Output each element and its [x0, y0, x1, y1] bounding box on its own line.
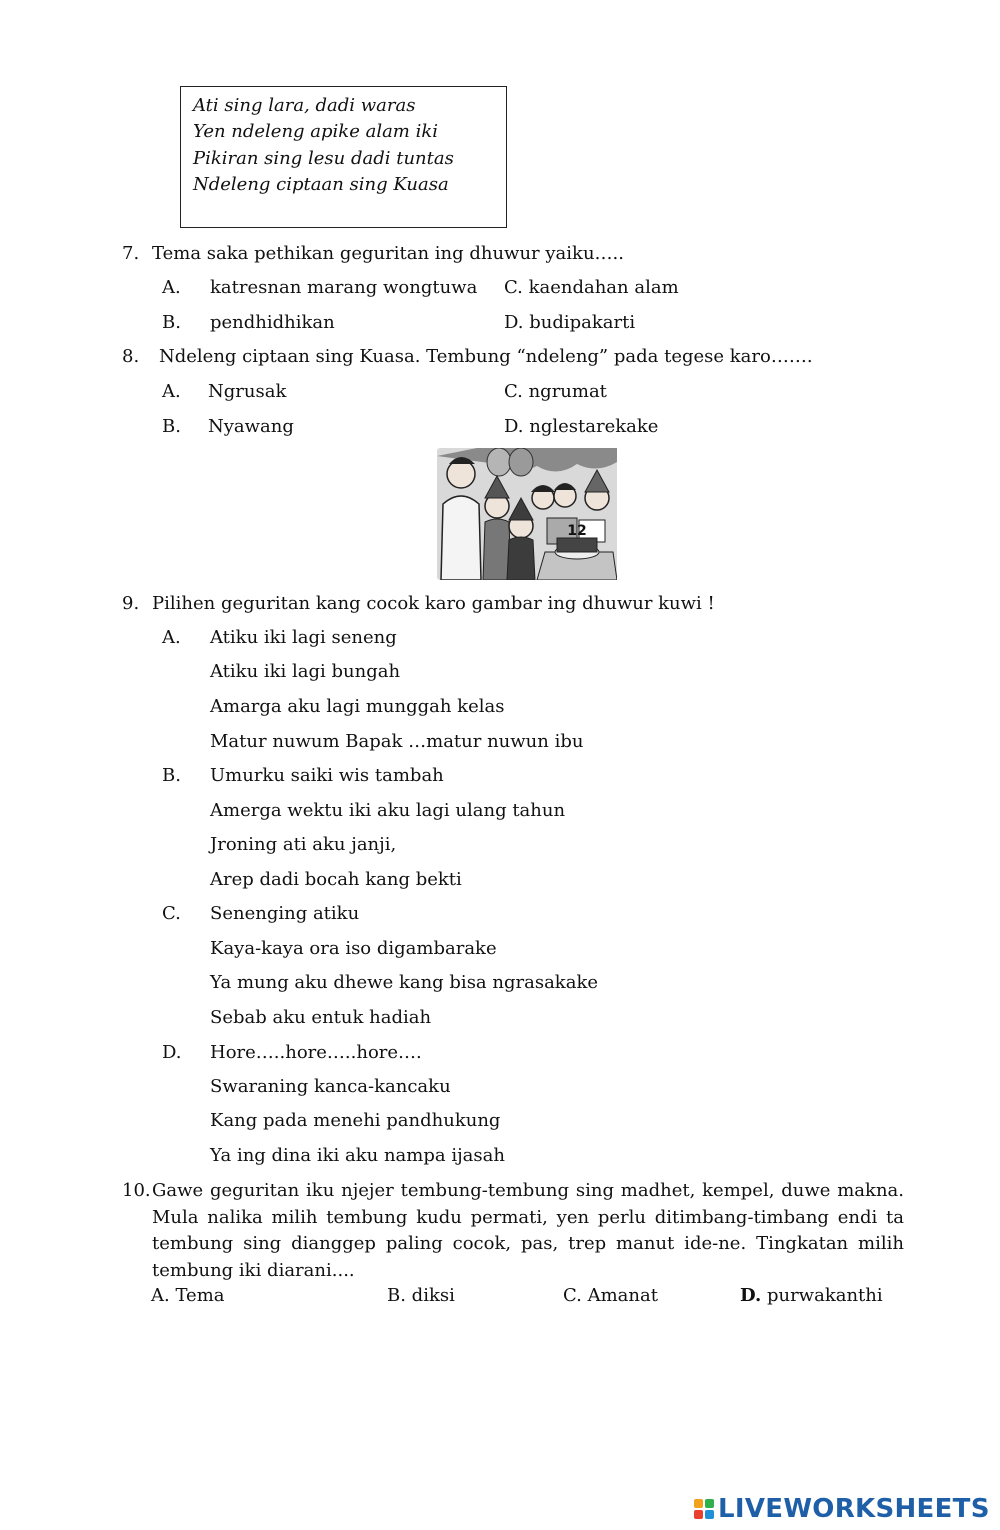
q9-option-c-letter[interactable]: C. — [162, 903, 181, 924]
q8-option-a-letter[interactable]: A. — [162, 381, 181, 402]
q8-option-b-text[interactable]: Nyawang — [208, 416, 294, 437]
q9-option-c-line[interactable]: Senenging atiku — [210, 903, 360, 924]
q9-option-c-line[interactable]: Kaya-kaya ora iso digambarake — [210, 938, 497, 959]
poem-box — [180, 86, 507, 228]
q9-option-a-line[interactable]: Amarga aku lagi munggah kelas — [210, 696, 505, 717]
q8-option-a-text[interactable]: Ngrusak — [208, 381, 287, 402]
q9-option-b-line[interactable]: Arep dadi bocah kang bekti — [210, 869, 462, 890]
poem-line: Pikiran sing lesu dadi tuntas — [193, 148, 454, 169]
question-8-text: Ndeleng ciptaan sing Kuasa. Tembung “ndeleng” pada tegese karo……. — [159, 346, 813, 367]
q10-option-b[interactable]: B. diksi — [387, 1285, 455, 1306]
q9-option-a-line[interactable]: Atiku iki lagi seneng — [210, 627, 397, 648]
question-7-text: Tema saka pethikan geguritan ing dhuwur yaiku….. — [152, 243, 624, 264]
birthday-party-illustration — [437, 448, 617, 580]
brand-name: LIVEWORKSHEETS — [718, 1494, 990, 1524]
q9-option-d-line[interactable]: Kang pada menehi pandhukung — [210, 1110, 501, 1131]
q10-option-d-letter[interactable]: D. — [740, 1285, 762, 1306]
q10-option-c[interactable]: C. Amanat — [563, 1285, 658, 1306]
q10-option-a[interactable]: A. Tema — [151, 1285, 225, 1306]
q8-option-d[interactable]: D. nglestarekake — [504, 416, 659, 437]
q10-option-d[interactable] — [740, 1284, 883, 1308]
q9-option-a-line[interactable]: Matur nuwum Bapak …matur nuwun ibu — [210, 731, 584, 752]
question-8-number: 8. — [122, 346, 140, 367]
q8-option-b-letter[interactable]: B. — [162, 416, 181, 437]
q9-option-b-line[interactable]: Umurku saiki wis tambah — [210, 765, 444, 786]
q9-option-d-line[interactable]: Ya ing dina iki aku nampa ijasah — [210, 1145, 505, 1166]
q8-option-c[interactable]: C. ngrumat — [504, 381, 607, 402]
q7-option-a-text[interactable]: katresnan marang wongtuwa — [210, 277, 478, 298]
q7-option-a-letter[interactable]: A. — [162, 277, 181, 298]
q9-option-b-letter[interactable]: B. — [162, 765, 181, 786]
birthday-number-label: 12 — [567, 523, 587, 539]
question-9-text: Pilihen geguritan kang cocok karo gambar ing dhuwur kuwi ! — [152, 593, 715, 614]
q7-option-b-letter[interactable]: B. — [162, 312, 181, 333]
q9-option-c-line[interactable]: Ya mung aku dhewe kang bisa ngrasakake — [210, 972, 599, 993]
q9-option-b-line[interactable]: Jroning ati aku janji, — [210, 834, 397, 855]
q9-option-a-letter[interactable]: A. — [162, 627, 181, 648]
q9-option-a-line[interactable]: Atiku iki lagi bungah — [210, 661, 401, 682]
q9-option-c-line[interactable]: Sebab aku entuk hadiah — [210, 1007, 432, 1028]
question-10-text: Gawe geguritan iku njejer tembung-tembung sing madhet, kempel, duwe makna. Mula nalika milih tembung kudu permati, yen perlu ditimbang-timbang endi ta tembung sing dianggep paling cocok, pas, trep manut ide-ne. Tingkatan milih tembung iki diarani.... — [152, 1180, 904, 1281]
q9-option-b-line[interactable]: Amerga wektu iki aku lagi ulang tahun — [210, 800, 566, 821]
q10-option-d-text[interactable]: purwakanthi — [761, 1285, 883, 1306]
poem-line: Yen ndeleng apike alam iki — [193, 121, 439, 142]
question-10-number: 10. — [122, 1180, 151, 1201]
q9-option-d-letter[interactable]: D. — [162, 1042, 182, 1063]
question-9-number: 9. — [122, 593, 140, 614]
q9-option-d-line[interactable]: Swaraning kanca-kancaku — [210, 1076, 451, 1097]
liveworksheets-logo — [694, 1494, 990, 1524]
q9-option-d-line[interactable]: Hore…..hore…..hore…. — [210, 1042, 422, 1063]
liveworksheets-logo-icon — [694, 1499, 714, 1519]
question-7-number: 7. — [122, 243, 140, 264]
poem-line: Ndeleng ciptaan sing Kuasa — [193, 174, 449, 195]
poem-line: Ati sing lara, dadi waras — [193, 95, 416, 116]
q7-option-b-text[interactable]: pendhidhikan — [210, 312, 335, 333]
q7-option-c[interactable]: C. kaendahan alam — [504, 277, 679, 298]
q7-option-d[interactable]: D. budipakarti — [504, 312, 636, 333]
